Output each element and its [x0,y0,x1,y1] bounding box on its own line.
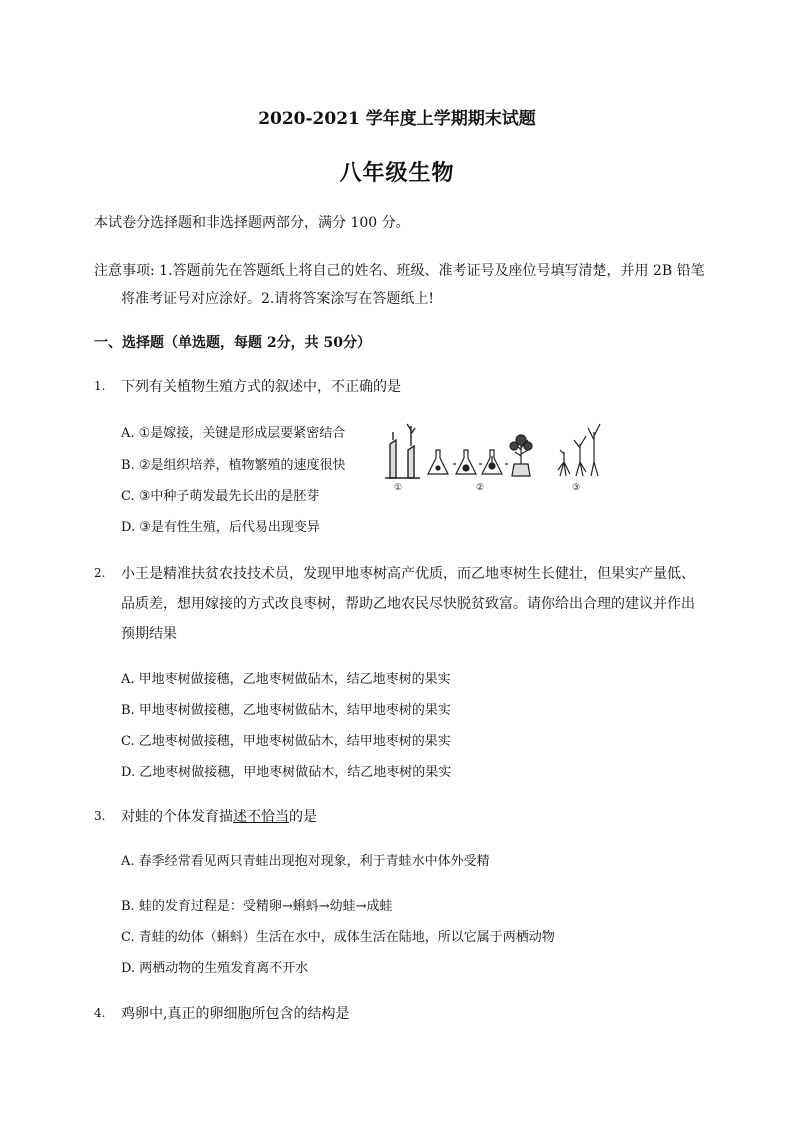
question-3-text-end: 的是 [289,809,317,825]
tissue-culture-illustration [428,435,532,476]
question-2-line-2: 品质差，想用嫁接的方式改良枣树，帮助乙地农民尽快脱贫致富。请你给出合理的建议并作出 [121,596,695,612]
figure-label-2: ② [476,483,485,493]
question-1-option-a: A. ①是嫁接，关键是形成层要紧密结合 [121,426,346,441]
question-2-option-a: A. 甲地枣树做接穗，乙地枣树做砧木，结乙地枣树的果实 [121,672,451,687]
question-1-option-b: B. ②是组织培养，植物繁殖的速度很快 [121,458,346,473]
question-3-option-a: A. 春季经常看见两只青蛙出现抱对现象，利于青蛙水中体外受精 [121,854,490,869]
question-2-number: 2. [94,566,106,580]
plant-reproduction-figure [380,420,612,495]
question-2-option-b: B. 甲地枣树做接穗，乙地枣树做砧木，结甲地枣树的果实 [121,703,451,718]
question-2-option-d: D. 乙地枣树做接穗，甲地枣树做砧木，结乙地枣树的果实 [121,765,452,780]
section-heading: 一、选择题（单选题，每题 2分，共 50分） [94,335,371,351]
question-3-option-c: C. 青蛙的幼体（蝌蚪）生活在水中，成体生活在陆地，所以它属于两栖动物 [121,930,555,945]
question-1-option-c: C. ③中种子萌发最先长出的是胚芽 [121,489,320,504]
question-3-text-start: 对蛙的个体发育描 [121,809,233,825]
exam-title: 2020-2021 学年度上学期期末试题 [258,109,536,129]
grafting-illustration [385,424,420,478]
exam-subject: 八年级生物 [339,160,455,186]
notice-line-2: 将准考证号对应涂好。2.请将答案涂写在答题纸上! [121,291,434,307]
intro-text: 本试卷分选择题和非选择题两部分，满分 100 分。 [94,215,410,231]
question-2-line-1: 小王是精准扶贫农技技术员，发现甲地枣树高产优质，而乙地枣树生长健壮，但果实产量低、 [121,566,695,582]
question-1-text: 下列有关植物生殖方式的叙述中，不正确的是 [121,379,401,395]
question-3-option-b: B. 蛙的发育过程是：受精卵→蝌蚪→幼蛙→成蛙 [121,899,393,914]
question-3-underlined-text: 述不恰当 [233,809,289,825]
question-4-text: 鸡卵中,真正的卵细胞所包含的结构是 [121,1006,350,1022]
question-4-number: 4. [94,1006,106,1020]
question-1-option-d: D. ③是有性生殖，后代易出现变异 [121,520,320,535]
figure-label-1: ① [394,483,403,493]
question-2-option-c: C. 乙地枣树做接穗，甲地枣树做砧木，结甲地枣树的果实 [121,734,451,749]
question-1-number: 1. [94,379,106,393]
question-3-text [121,806,317,826]
seedling-illustration [558,424,600,476]
question-3-option-d: D. 两栖动物的生殖发育离不开水 [121,961,309,976]
question-2-line-3: 预期结果 [121,626,177,642]
notice-line-1: 注意事项: 1.答题前先在答题纸上将自己的姓名、班级、准考证号及座位号填写清楚，并用 2B 铅笔 [94,263,705,279]
question-3-number: 3. [94,809,106,823]
figure-label-3: ③ [572,483,581,493]
